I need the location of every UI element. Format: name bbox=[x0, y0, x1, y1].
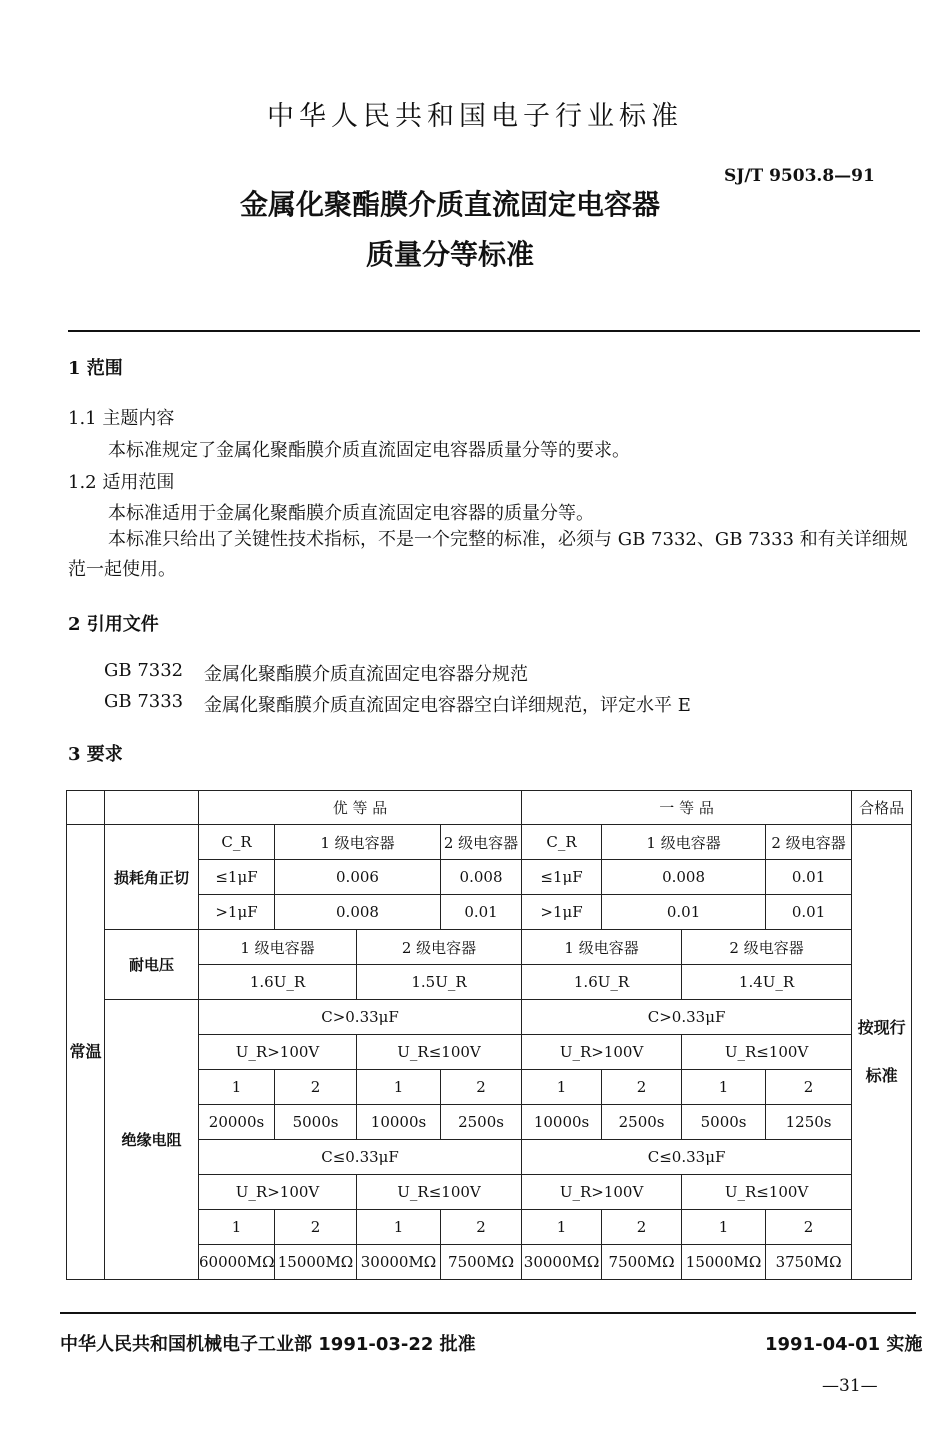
class-num: 2 bbox=[602, 1210, 682, 1245]
page-number: —31— bbox=[822, 1376, 878, 1396]
class2-header: 2 级电容器 bbox=[682, 930, 852, 965]
class-num: 2 bbox=[766, 1210, 852, 1245]
section-1-heading: 1 范围 bbox=[68, 358, 123, 379]
cap-le-033: C≤0.33μF bbox=[522, 1140, 852, 1175]
class-num: 1 bbox=[357, 1210, 441, 1245]
tan-value: 0.01 bbox=[766, 860, 852, 895]
voltage-value: 1.4U_R bbox=[682, 965, 852, 1000]
ur-gt-100: U_R>100V bbox=[199, 1035, 357, 1070]
tan-value: 0.01 bbox=[602, 895, 766, 930]
pass-note: 按现行标准 bbox=[852, 825, 912, 1280]
class2-header: 2 级电容器 bbox=[441, 825, 522, 860]
header-divider bbox=[68, 330, 920, 332]
class-num: 1 bbox=[682, 1070, 766, 1105]
corner-cell bbox=[67, 791, 105, 825]
tan-value: 0.008 bbox=[441, 860, 522, 895]
class-num: 2 bbox=[441, 1210, 522, 1245]
tan-value: 0.006 bbox=[275, 860, 441, 895]
tan-value: 0.01 bbox=[766, 895, 852, 930]
approval-line: 中华人民共和国机械电子工业部 1991-03-22 批准 bbox=[60, 1334, 476, 1355]
cap-gt-1uf: >1μF bbox=[199, 895, 275, 930]
ref-title-1: 金属化聚酯膜介质直流固定电容器分规范 bbox=[204, 664, 528, 685]
cap-gt-033: C>0.33μF bbox=[522, 1000, 852, 1035]
doc-title: 金属化聚酯膜介质直流固定电容器 bbox=[239, 188, 660, 221]
ur-le-100: U_R≤100V bbox=[682, 1175, 852, 1210]
section-1-2-heading: 1.2 适用范围 bbox=[68, 472, 175, 493]
cap-gt-1uf: >1μF bbox=[522, 895, 602, 930]
voltage-value: 1.5U_R bbox=[357, 965, 522, 1000]
tan-value: 0.008 bbox=[602, 860, 766, 895]
ir-time: 5000s bbox=[275, 1105, 357, 1140]
ir-time: 10000s bbox=[522, 1105, 602, 1140]
class2-header: 2 级电容器 bbox=[357, 930, 522, 965]
class1-header: 1 级电容器 bbox=[522, 930, 682, 965]
ir-resistance: 30000MΩ bbox=[357, 1245, 441, 1280]
section-3-heading: 3 要求 bbox=[68, 744, 123, 765]
standard-code: SJ/T 9503.8—91 bbox=[724, 166, 875, 186]
doc-subtitle: 质量分等标准 bbox=[365, 238, 534, 271]
cap-le-1uf: ≤1μF bbox=[199, 860, 275, 895]
footer-divider bbox=[60, 1312, 916, 1314]
grade-excellent: 优 等 品 bbox=[199, 791, 522, 825]
class-num: 1 bbox=[199, 1210, 275, 1245]
voltage-value: 1.6U_R bbox=[522, 965, 682, 1000]
ur-gt-100: U_R>100V bbox=[522, 1035, 682, 1070]
ir-resistance: 7500MΩ bbox=[441, 1245, 522, 1280]
cap-le-1uf: ≤1μF bbox=[522, 860, 602, 895]
class-num: 1 bbox=[522, 1070, 602, 1105]
ir-time: 20000s bbox=[199, 1105, 275, 1140]
ir-resistance: 15000MΩ bbox=[682, 1245, 766, 1280]
class1-header: 1 级电容器 bbox=[199, 930, 357, 965]
ur-le-100: U_R≤100V bbox=[357, 1035, 522, 1070]
ir-time: 1250s bbox=[766, 1105, 852, 1140]
requirements-table bbox=[66, 790, 912, 1280]
tan-value: 0.01 bbox=[441, 895, 522, 930]
ur-le-100: U_R≤100V bbox=[682, 1035, 852, 1070]
ir-resistance: 15000MΩ bbox=[275, 1245, 357, 1280]
grade-first: 一 等 品 bbox=[522, 791, 852, 825]
class-num: 2 bbox=[275, 1210, 357, 1245]
ir-time: 10000s bbox=[357, 1105, 441, 1140]
ref-title-2: 金属化聚酯膜介质直流固定电容器空白详细规范，评定水平 E bbox=[204, 695, 691, 716]
ir-time: 2500s bbox=[441, 1105, 522, 1140]
ur-gt-100: U_R>100V bbox=[199, 1175, 357, 1210]
section-2-heading: 2 引用文件 bbox=[68, 614, 159, 635]
ref-code-2: GB 7333 bbox=[104, 691, 184, 712]
ir-time: 2500s bbox=[602, 1105, 682, 1140]
class-num: 2 bbox=[766, 1070, 852, 1105]
ref-code-1: GB 7332 bbox=[104, 660, 184, 681]
class-num: 2 bbox=[441, 1070, 522, 1105]
class1-header: 1 级电容器 bbox=[275, 825, 441, 860]
class-num: 1 bbox=[357, 1070, 441, 1105]
section-1-1-heading: 1.1 主题内容 bbox=[68, 408, 175, 429]
tan-value: 0.008 bbox=[275, 895, 441, 930]
class-num: 2 bbox=[602, 1070, 682, 1105]
ir-resistance: 3750MΩ bbox=[766, 1245, 852, 1280]
cr-header: C_R bbox=[199, 825, 275, 860]
section-1-1-text: 本标准规定了金属化聚酯膜介质直流固定电容器质量分等的要求。 bbox=[108, 440, 630, 461]
section-1-2-text2: 本标准只给出了关键性技术指标，不是一个完整的标准，必须与 GB 7332、GB 7333 和有关详细规范一起使用。 bbox=[68, 529, 908, 580]
class-num: 1 bbox=[682, 1210, 766, 1245]
class-num: 1 bbox=[199, 1070, 275, 1105]
grade-pass: 合格品 bbox=[852, 791, 912, 825]
ir-resistance: 30000MΩ bbox=[522, 1245, 602, 1280]
ir-resistance: 7500MΩ bbox=[602, 1245, 682, 1280]
cr-header: C_R bbox=[522, 825, 602, 860]
room-temp-label: 常温 bbox=[67, 825, 105, 1280]
cap-le-033: C≤0.33μF bbox=[199, 1140, 522, 1175]
insulation-resistance-label: 绝缘电阻 bbox=[105, 1000, 199, 1280]
ur-gt-100: U_R>100V bbox=[522, 1175, 682, 1210]
class-num: 1 bbox=[522, 1210, 602, 1245]
corner-cell bbox=[105, 791, 199, 825]
class-num: 2 bbox=[275, 1070, 357, 1105]
loss-tangent-label: 损耗角正切 bbox=[105, 825, 199, 930]
ur-le-100: U_R≤100V bbox=[357, 1175, 522, 1210]
class1-header: 1 级电容器 bbox=[602, 825, 766, 860]
cap-gt-033: C>0.33μF bbox=[199, 1000, 522, 1035]
ir-resistance: 60000MΩ bbox=[199, 1245, 275, 1280]
voltage-value: 1.6U_R bbox=[199, 965, 357, 1000]
section-1-2-text1: 本标准适用于金属化聚酯膜介质直流固定电容器的质量分等。 bbox=[108, 503, 594, 524]
effective-date: 1991-04-01 实施 bbox=[765, 1334, 923, 1355]
ir-time: 5000s bbox=[682, 1105, 766, 1140]
issuer-header: 中华人民共和国电子行业标准 bbox=[267, 101, 683, 132]
class2-header: 2 级电容器 bbox=[766, 825, 852, 860]
withstand-voltage-label: 耐电压 bbox=[105, 930, 199, 1000]
